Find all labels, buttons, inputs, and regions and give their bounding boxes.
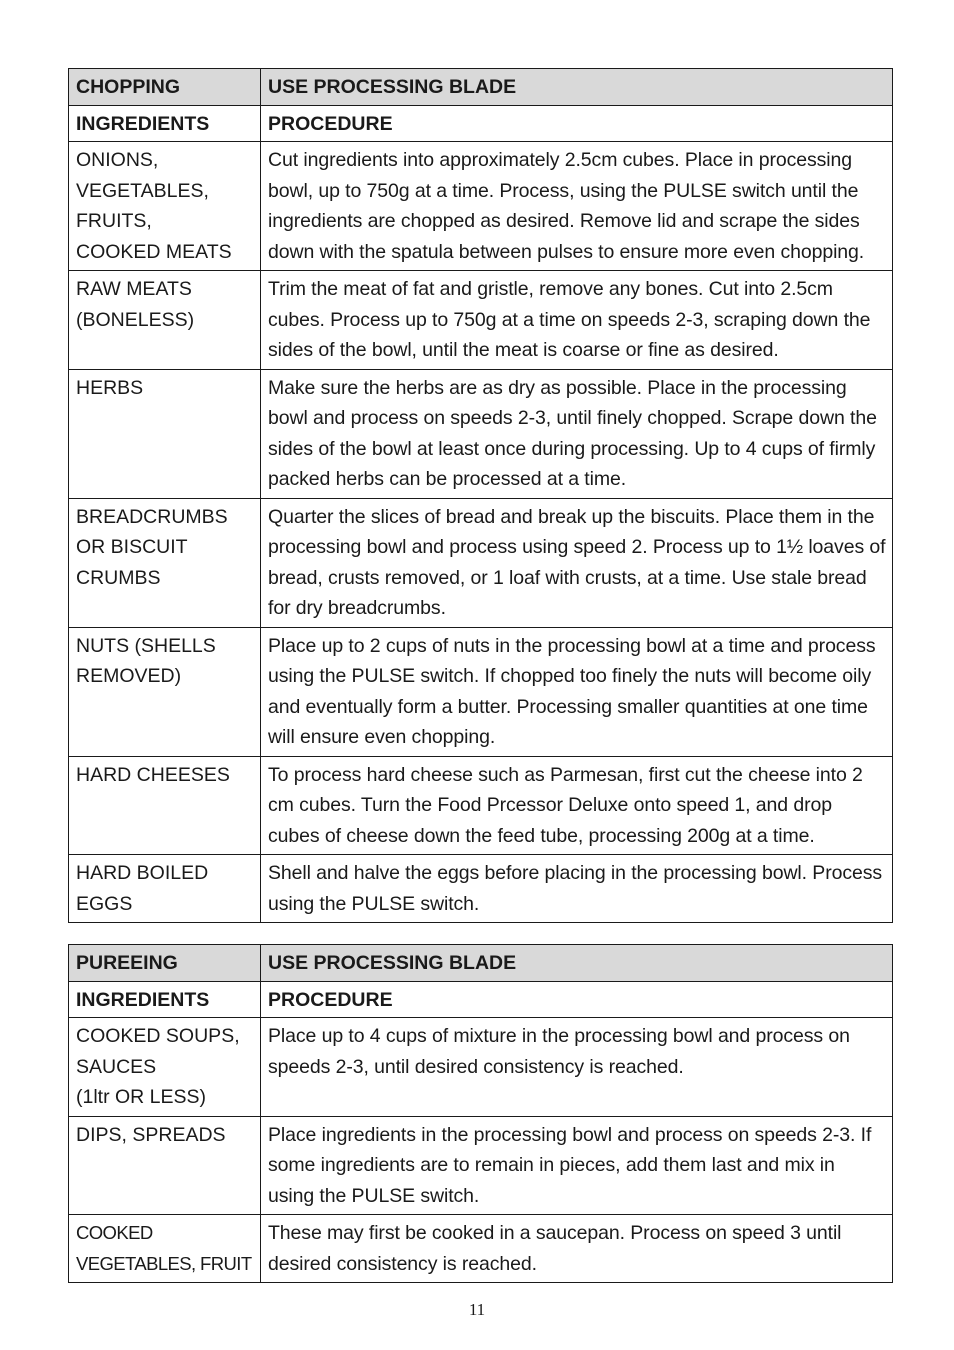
procedure-header: PROCEDURE — [261, 105, 893, 142]
ingredients-header: INGREDIENTS — [69, 105, 261, 142]
blade-instruction: USE PROCESSING BLADE — [261, 945, 893, 982]
procedure-cell: Shell and halve the eggs before placing in the processing bowl. Process using the PULSE switch. — [261, 855, 893, 923]
table-row — [69, 756, 893, 855]
table-row — [69, 1018, 893, 1117]
ingredient-cell: HARD CHEESES — [69, 756, 261, 855]
table-row — [69, 627, 893, 756]
ingredients-header: INGREDIENTS — [69, 981, 261, 1018]
blade-instruction: USE PROCESSING BLADE — [261, 69, 893, 106]
table-header-row — [69, 945, 893, 982]
pureeing-table — [68, 944, 893, 1283]
table-row — [69, 1116, 893, 1215]
column-header-row — [69, 105, 893, 142]
page-number: 11 — [468, 1300, 486, 1319]
table-row — [69, 855, 893, 923]
ingredient-cell: ONIONS, VEGETABLES, FRUITS, COOKED MEATS — [69, 142, 261, 271]
procedure-cell: Place up to 4 cups of mixture in the processing bowl and process on speeds 2-3, until desired consistency is reached. — [261, 1018, 893, 1117]
procedure-cell: Quarter the slices of bread and break up the biscuits. Place them in the processing bowl and process using speed 2. Process up to 1½ loaves of bread, crusts removed, or 1 loaf with crusts, at a time. Use stale bread for dry breadcrumbs. — [261, 498, 893, 627]
procedure-header: PROCEDURE — [261, 981, 893, 1018]
ingredient-cell: COOKED SOUPS, SAUCES (1ltr OR LESS) — [69, 1018, 261, 1117]
ingredient-cell: DIPS, SPREADS — [69, 1116, 261, 1215]
ingredient-cell: NUTS (SHELLS REMOVED) — [69, 627, 261, 756]
table-header-row — [69, 69, 893, 106]
procedure-cell: Cut ingredients into approximately 2.5cm cubes. Place in processing bowl, up to 750g at a time. Process, using the PULSE switch until the ingredients are chopped as desired. Remove lid and scrape the sides down with the spatula between pulses to ensure more even chopping. — [261, 142, 893, 271]
procedure-cell: Place up to 2 cups of nuts in the processing bowl at a time and process using the PULSE switch. If chopped too finely the nuts will become oily and eventually form a butter. Processing smaller quantities at one time will ensure even chopping. — [261, 627, 893, 756]
table-row — [69, 1215, 893, 1283]
ingredient-cell: BREADCRUMBS OR BISCUIT CRUMBS — [69, 498, 261, 627]
ingredient-cell: HERBS — [69, 369, 261, 498]
procedure-cell: Trim the meat of fat and gristle, remove any bones. Cut into 2.5cm cubes. Process up to 750g at a time on speeds 2-3, scraping down the sides of the bowl, until the meat is coarse or fine as desired. — [261, 271, 893, 370]
procedure-cell: To process hard cheese such as Parmesan, first cut the cheese into 2 cm cubes. Turn the Food Prcessor Deluxe onto speed 1, and drop cubes of cheese down the feed tube, processing 200g at a time. — [261, 756, 893, 855]
procedure-cell: Place ingredients in the processing bowl and process on speeds 2-3. If some ingredients are to remain in pieces, add them last and mix in using the PULSE switch. — [261, 1116, 893, 1215]
table-row — [69, 369, 893, 498]
chopping-table — [68, 68, 893, 923]
table-row — [69, 498, 893, 627]
ingredient-cell: HARD BOILED EGGS — [69, 855, 261, 923]
ingredient-cell: COOKED VEGETABLES, FRUIT — [69, 1215, 261, 1283]
table-row — [69, 142, 893, 271]
column-header-row — [69, 981, 893, 1018]
procedure-cell: Make sure the herbs are as dry as possible. Place in the processing bowl and process on speeds 2-3, until finely chopped. Scrape down the sides of the bowl at least once during processing. Up to 4 cups of firmly packed herbs can be processed at a time. — [261, 369, 893, 498]
ingredient-cell: RAW MEATS (BONELESS) — [69, 271, 261, 370]
section-title: CHOPPING — [69, 69, 261, 106]
procedure-cell: These may first be cooked in a saucepan. Process on speed 3 until desired consistency is reached. — [261, 1215, 893, 1283]
table-row — [69, 271, 893, 370]
section-title: PUREEING — [69, 945, 261, 982]
